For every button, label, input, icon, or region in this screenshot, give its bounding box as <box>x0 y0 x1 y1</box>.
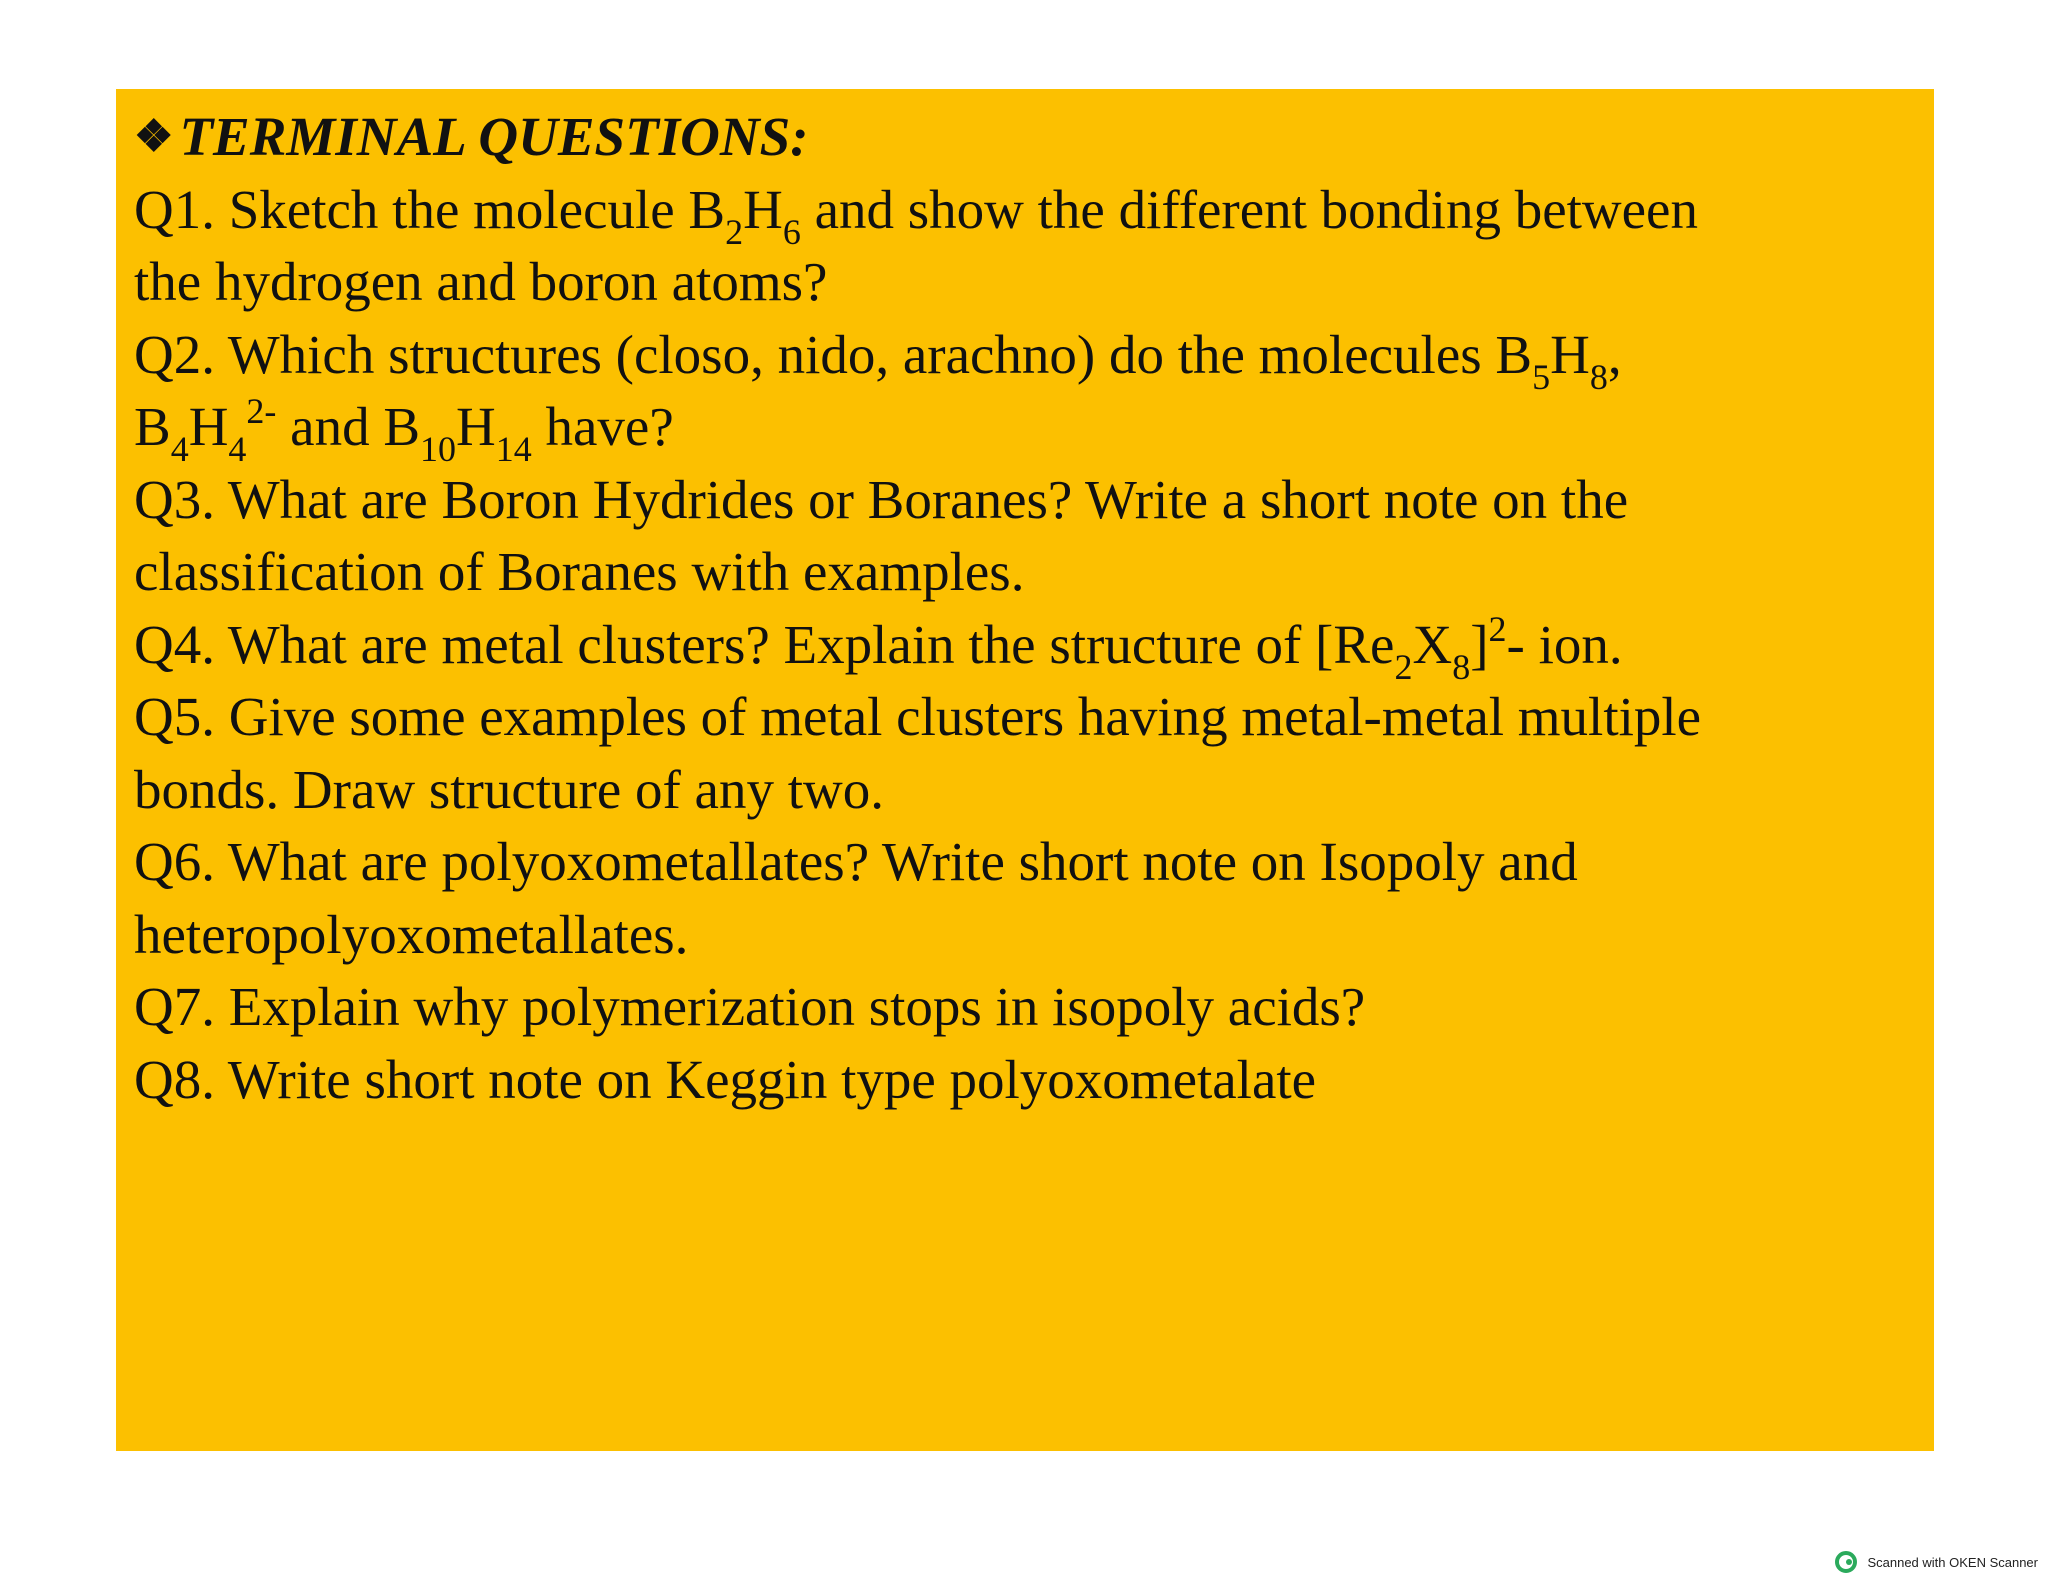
q1-prefix: Q1. Sketch the molecule B <box>134 178 726 240</box>
question-5-line-2: bonds. Draw structure of any two. <box>134 758 884 820</box>
q4-bracket: ] <box>1470 613 1489 675</box>
q2-l2-and: and B <box>276 396 421 457</box>
question-6-line-2: heteropolyoxometallates. <box>134 903 689 965</box>
q4-halide: X <box>1412 613 1453 675</box>
q2-suffix: , <box>1607 323 1622 385</box>
q4-prefix: Q4. What are metal clusters? Explain the structure of [Re <box>134 613 1395 675</box>
q1-hydrogen: H <box>743 178 783 240</box>
questions-content <box>134 101 1904 1116</box>
question-4-line-1 <box>134 608 1904 687</box>
q1-subscript-1: 2 <box>725 211 744 252</box>
q2-l2-hydrogen-2: H <box>456 396 496 457</box>
slide-panel <box>116 89 1934 1451</box>
q2-prefix: Q2. Which structures (closo, nido, arachno) do the molecules B <box>134 323 1533 385</box>
q2-hydrogen: H <box>1550 323 1590 385</box>
q4-charge: 2 <box>1488 608 1507 649</box>
q2-l2-hydrogen: H <box>188 396 229 457</box>
q2-l2-subscript-2: 4 <box>228 429 247 469</box>
question-1-line-2: the hydrogen and boron atoms? <box>134 251 828 312</box>
question-5-line-1: Q5. Give some examples of metal clusters having metal-metal multiple <box>134 686 1702 747</box>
question-8-line-1: Q8. Write short note on Keggin type polyoxometalate <box>134 1048 1317 1110</box>
scanner-watermark-text: Scanned with OKEN Scanner <box>1867 1554 2038 1570</box>
q4-subscript-2: 8 <box>1452 646 1471 687</box>
q1-suffix: and show the different bonding between <box>800 178 1698 240</box>
q4-suffix: - ion. <box>1506 613 1623 675</box>
q2-l2-charge: 2- <box>246 391 277 431</box>
heading-text: TERMINAL QUESTIONS: <box>179 106 809 167</box>
q2-l2-subscript-4: 14 <box>495 429 532 469</box>
section-heading <box>134 101 1904 174</box>
question-3-line-2: classification of Boranes with examples. <box>134 541 1025 602</box>
scanner-watermark <box>1835 1551 2038 1573</box>
q4-subscript-1: 2 <box>1394 646 1413 687</box>
q1-subscript-2: 6 <box>782 211 801 252</box>
q2-boron: B <box>134 396 171 457</box>
oken-scanner-logo-icon <box>1835 1551 1857 1573</box>
question-3-line-1: Q3. What are Boron Hydrides or Boranes? Write a short note on the <box>134 468 1629 530</box>
question-6-line-1: Q6. What are polyoxometallates? Write short note on Isopoly and <box>134 831 1578 892</box>
q2-l2-end: have? <box>531 396 674 457</box>
question-2-line-1 <box>134 319 1904 397</box>
question-1-line-1 <box>134 174 1904 252</box>
q2-l2-subscript-3: 10 <box>420 429 457 469</box>
question-7-line-1: Q7. Explain why polymerization stops in isopoly acids? <box>134 976 1366 1037</box>
question-2-line-2 <box>134 391 1904 469</box>
four-diamond-bullet-icon: ❖ <box>134 112 174 161</box>
q2-l2-subscript-1: 4 <box>170 429 189 469</box>
q2-subscript-2: 8 <box>1589 356 1608 397</box>
q2-subscript-1: 5 <box>1532 356 1551 397</box>
